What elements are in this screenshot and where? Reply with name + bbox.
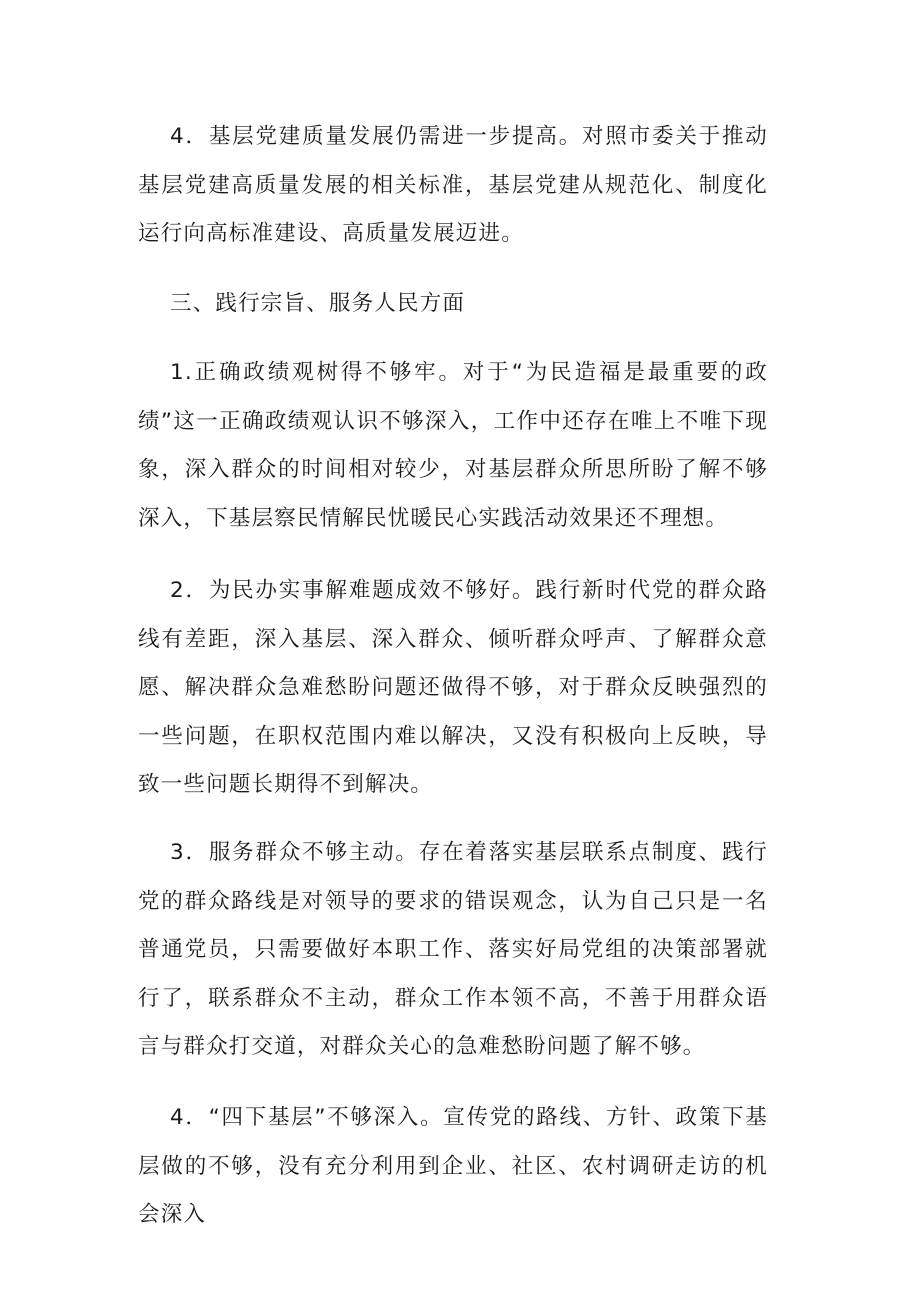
paragraph-performance-view: 1.正确政绩观树得不够牢。对于“为民造福是最重要的政绩”这一正确政绩观认识不够深入，工作中还存在唯上不唯下现象，深入群众的时间相对较少，对基层群众所思所盼了解不够深入，下基层察民情解民忧暖民心实践活动效果还不理想。 xyxy=(138,360,768,531)
section-heading-serve-people: 三、践行宗旨、服务人民方面 xyxy=(170,291,466,316)
paragraph-four-down-grassroots: 4．“四下基层”不够深入。宣传党的路线、方针、政策下基层做的不够，没有充分利用到企业、社区、农村调研走访的机会深入 xyxy=(138,1105,768,1227)
paragraph-serving-masses: 3．服务群众不够主动。存在着落实基层联系点制度、践行党的群众路线是对领导的要求的错误观念，认为自己只是一名普通党员，只需要做好本职工作、落实好局党组的决策部署就行了，联系群众不主动，群众工作本领不高，不善于用群众语言与群众打交道，对群众关心的急难愁盼问题了解不够。 xyxy=(138,840,768,1059)
paragraph-practical-matters: 2．为民办实事解难题成效不够好。践行新时代党的群众路线有差距，深入基层、深入群众、倾听群众呼声、了解群众意愿、解决群众急难愁盼问题还做得不够，对于群众反映强烈的一些问题，在职权范围内难以解决，又没有积极向上反映，导致一些问题长期得不到解决。 xyxy=(138,578,768,797)
paragraph-party-building-quality: 4．基层党建质量发展仍需进一步提高。对照市委关于推动基层党建高质量发展的相关标准，基层党建从规范化、制度化运行向高标准建设、高质量发展迈进。 xyxy=(138,124,768,246)
